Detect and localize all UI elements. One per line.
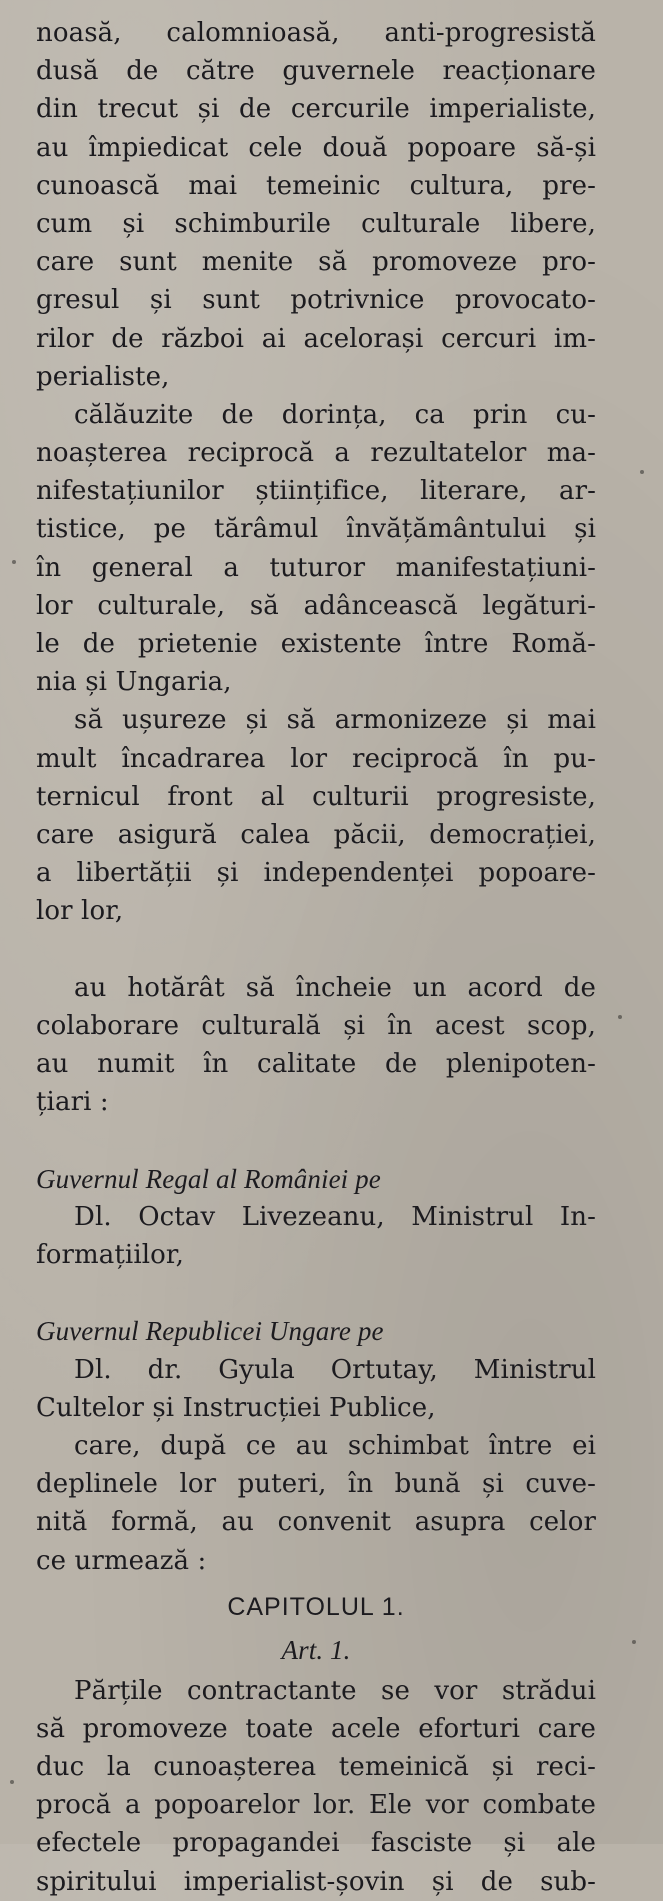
- text-line: efectele propagandei fasciste și ale: [36, 1828, 596, 1859]
- text-line: în general a tuturor manifestațiuni-: [36, 552, 596, 583]
- hungary-government-label: Guvernul Republicei Ungare pe: [36, 1316, 384, 1347]
- text-line: noasă, calomnioasă, anti-progresistă: [36, 18, 596, 48]
- text-line: procă a popoarelor lor. Ele vor combate: [36, 1790, 596, 1821]
- text-line: le de prietenie existente între Romă-: [36, 629, 596, 659]
- text-line: colaborare culturală și în acest scop,: [36, 1010, 596, 1041]
- text-line: care, după ce au schimbat între ei: [74, 1430, 596, 1461]
- paragraph-decided: [36, 969, 596, 1122]
- text-line: care sunt menite să promoveze pro-: [36, 247, 596, 278]
- article-1-body: [36, 1672, 596, 1901]
- text-line: nifestațiunilor științifice, literare, ar-: [36, 476, 596, 507]
- text-line: duc la cunoașterea temeinică și reci-: [36, 1752, 596, 1783]
- hungary-plenipotentiary: [36, 1312, 596, 1427]
- text-line: tistice, pe tărâmul învățământului și: [36, 514, 596, 545]
- print-speck: [632, 1640, 636, 1644]
- text-line: nită formă, au convenit asupra celor: [36, 1507, 596, 1538]
- paragraph-facilitate: [36, 701, 596, 930]
- text-line: cum și schimburile culturale libere,: [36, 208, 596, 239]
- paragraph-agreed: [36, 1427, 596, 1580]
- text-line-last: perialiste,: [36, 361, 170, 392]
- text-line: noașterea reciprocă a rezultatelor ma-: [36, 438, 596, 469]
- romania-government-label: Guvernul Regal al României pe: [36, 1163, 381, 1194]
- text-line-last: ce urmează :: [36, 1545, 207, 1576]
- text-line: mult încadrarea lor reciprocă în pu-: [36, 743, 596, 774]
- text-line: călăuzite de dorința, ca prin cu-: [74, 399, 596, 430]
- blank-line: [36, 1121, 596, 1159]
- print-speck: [12, 560, 16, 564]
- text-line: lor culturale, să adâncească legături-: [36, 590, 596, 621]
- paragraph-intro: [36, 14, 596, 396]
- text-line: să promoveze toate acele eforturi care: [36, 1713, 596, 1744]
- text-line-last: lor lor,: [36, 896, 124, 927]
- text-line: din trecut și de cercurile imperialiste,: [36, 94, 596, 125]
- romania-delegate: Dl. Octav Livezeanu, Ministrul In-: [74, 1201, 596, 1232]
- text-line-last: nia și Ungaria,: [36, 667, 232, 698]
- text-line: cunoască mai temeinic cultura, pre-: [36, 170, 596, 201]
- romania-plenipotentiary: [36, 1160, 596, 1275]
- hungary-delegate-last: Cultelor și Instrucției Publice,: [36, 1392, 436, 1423]
- text-line: Părțile contractante se vor strădui: [74, 1675, 596, 1706]
- text-line: ternicul front al culturii progresiste,: [36, 781, 596, 812]
- text-line: a libertății și independenței popoare-: [36, 858, 596, 889]
- hungary-delegate: Dl. dr. Gyula Ortutay, Ministrul: [74, 1354, 596, 1385]
- blank-line: [36, 931, 596, 969]
- text-line: au hotărât să încheie un acord de: [74, 972, 596, 1003]
- print-speck: [640, 470, 644, 474]
- blank-line: [36, 1274, 596, 1312]
- text-line: gresul și sunt potrivnice provocato-: [36, 285, 596, 316]
- text-line: spiritului imperialist-șovin și de sub-: [36, 1866, 596, 1897]
- text-line: au numit în calitate de plenipoten-: [36, 1049, 596, 1080]
- text-line: au împiedicat cele două popoare să-și: [36, 132, 596, 163]
- text-line: să ușureze și să armonizeze și mai: [74, 705, 596, 736]
- romania-delegate-last: formațiilor,: [36, 1240, 184, 1270]
- text-line-last: țiari :: [36, 1087, 109, 1118]
- paragraph-guided-by: [36, 396, 596, 702]
- print-speck: [618, 1015, 622, 1019]
- text-line: rilor de război ai acelorași cercuri im-: [36, 323, 596, 354]
- text-line: care asigură calea păcii, democrației,: [36, 819, 596, 850]
- print-speck: [10, 1780, 14, 1784]
- text-line: deplinele lor puteri, în bună și cuve-: [36, 1469, 596, 1500]
- chapter-heading: CAPITOLUL 1.: [227, 1592, 405, 1621]
- text-line: dusă de către guvernele reacționare: [36, 56, 596, 87]
- document-page: [36, 14, 596, 1901]
- article-heading: Art. 1.: [281, 1634, 351, 1665]
